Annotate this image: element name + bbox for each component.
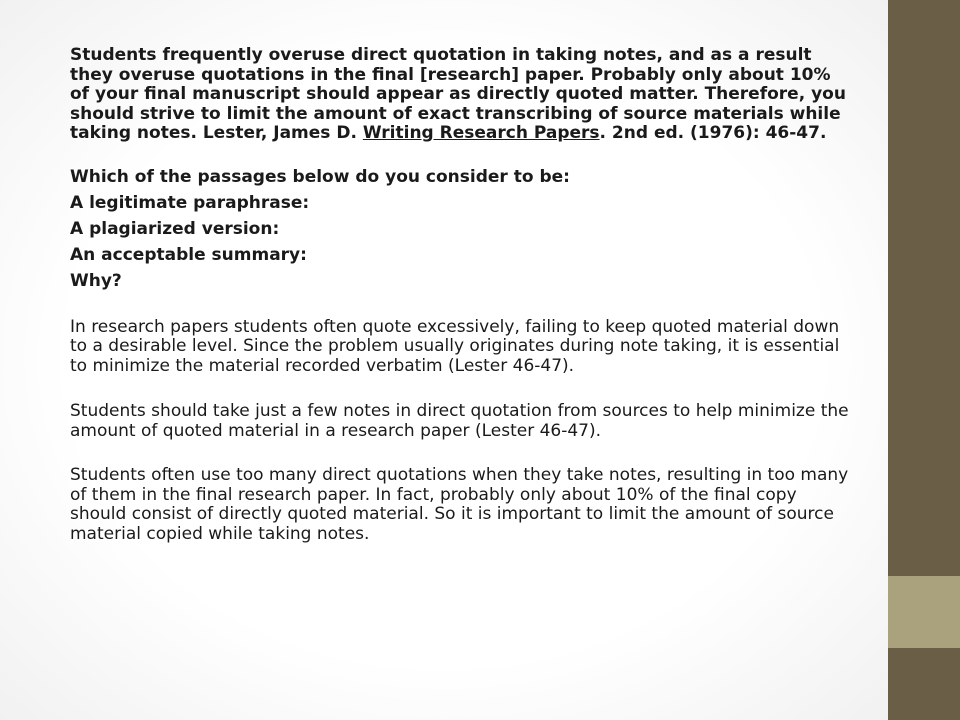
- book-title: Writing Research Papers: [362, 123, 600, 143]
- quote-citation: . 2nd ed. (1976): 46-47.: [599, 123, 827, 143]
- passage-3: Students often use too many direct quotations when they take notes, resulting in too many of them in the final research paper. In fact, probably only about 10% of the final copy should consist of directly quoted material. So it is important to limit the amount of source material copied while taking notes.: [70, 465, 849, 544]
- decorative-sidebar-accent: [888, 576, 960, 648]
- question-paraphrase: A legitimate paraphrase:: [70, 192, 310, 213]
- quote-text: Students frequently overuse direct quotation in taking notes, and as a result they overuse quotations in the final [research] paper. Probably only about 10% of your final manuscript should appear as directly quoted matter. Therefore, you should strive to limit the amount of exact transcribing of source materials while taking notes. Lester, James D.: [70, 45, 846, 143]
- question-plagiarized: A plagiarized version:: [70, 218, 280, 239]
- slide-content: [70, 46, 850, 544]
- source-quote: [70, 46, 850, 144]
- passage-2: Students should take just a few notes in direct quotation from sources to help minimize the amount of quoted material in a research paper (Lester 46-47).: [70, 401, 849, 441]
- question-why: Why?: [70, 270, 122, 291]
- question-summary: An acceptable summary:: [70, 244, 307, 265]
- passage-1: In research papers students often quote excessively, failing to keep quoted material down to a desirable level. Since the problem usually originates during note taking, it is essential to minimize the material recorded verbatim (Lester 46-47).: [70, 316, 840, 376]
- question-intro: Which of the passages below do you consider to be:: [70, 166, 570, 187]
